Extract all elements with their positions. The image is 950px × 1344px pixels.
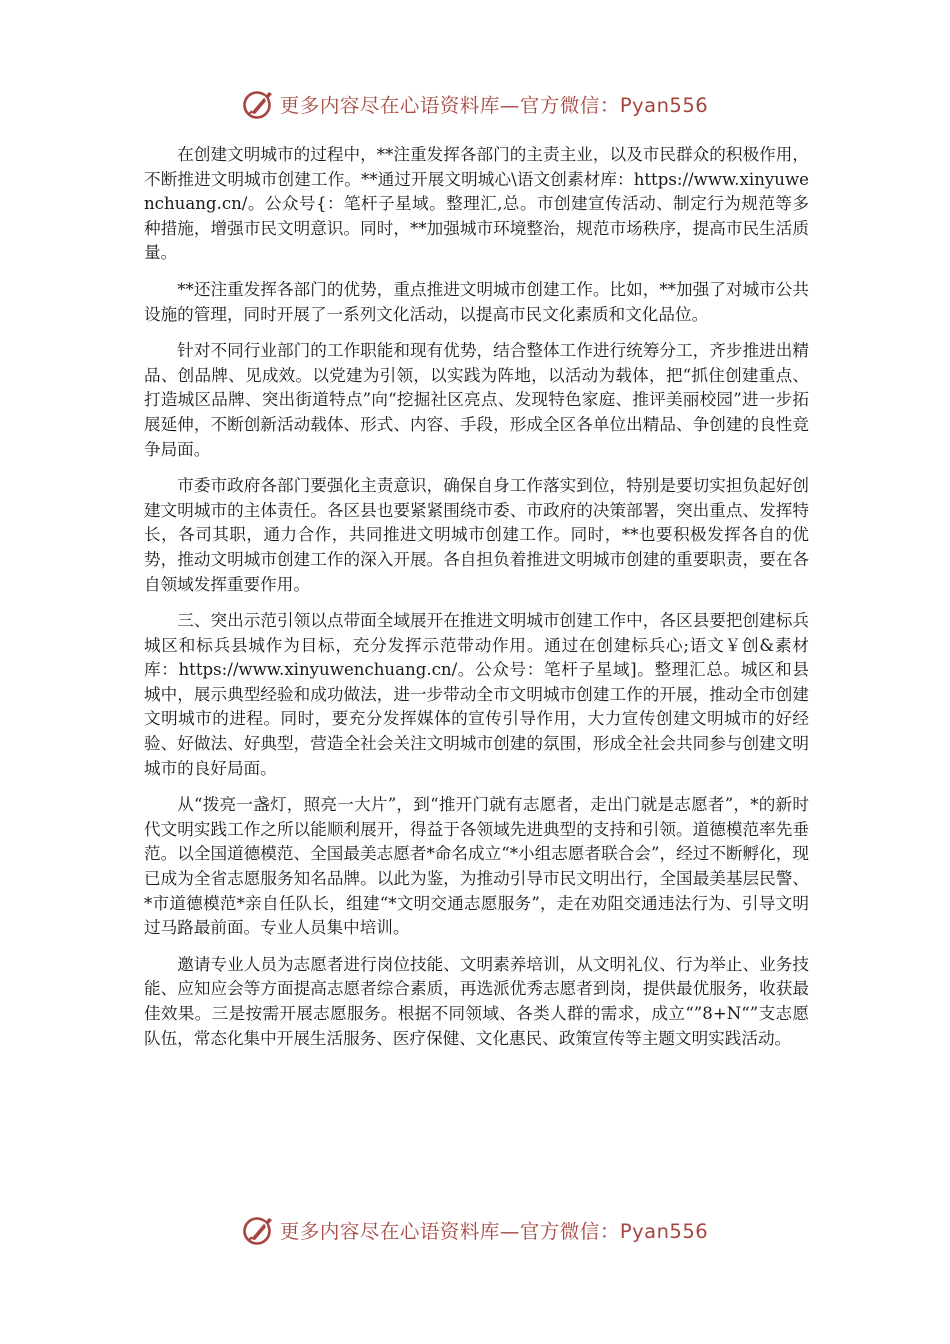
banner-text: 更多内容尽在心语资料库—官方微信：Pyan556 — [279, 94, 709, 117]
footer-banner — [0, 1210, 950, 1250]
paragraph: 从“拨亮一盏灯，照亮一大片”，到“推开门就有志愿者，走出门就是志愿者”，*的新时代文明实践工作之所以能顺利展开，得益于各领域先进典型的支持和引领。道德模范率先垂范。以全国道德模范、全国最美志愿者*命名成立“*小组志愿者联合会”，经过不断孵化，现已成为全省志愿服务知名品牌。以此为鉴，为推动引导市民文明出行，全国最美基层民警、*市道德模范*亲自任队长，组建“*文明交通志愿服务”，走在劝阻交通违法行为、引导文明过马路最前面。专业人员集中培训。 — [144, 795, 809, 938]
paragraph: 市委市政府各部门要强化主责意识，确保自身工作落实到位，特别是要切实担负起好创建文明城市的主体责任。各区县也要紧紧围绕市委、市政府的决策部署，突出重点、发挥特长，各司其职，通力合作，共同推进文明城市创建工作。同时，**也要积极发挥各自的优势，推动文明城市创建工作的深入开展。各自担负着推进文明城市创建的重要职责，要在各自领域发挥重要作用。 — [144, 476, 809, 594]
quill-pen-logo-icon — [242, 87, 276, 121]
paragraph: 邀请专业人员为志愿者进行岗位技能、文明素养培训，从文明礼仪、行为举止、业务技能、应知应会等方面提高志愿者综合素质，再选派优秀志愿者到岗，提供最优服务，收获最佳效果。三是按需开展志愿服务。根据不同领域、各类人群的需求，成立“”8+N“”支志愿队伍，常态化集中开展生活服务、医疗保健、文化惠民、政策宣传等主题文明实践活动。 — [144, 954, 809, 1048]
quill-pen-logo-icon — [242, 1213, 276, 1247]
paragraph: 针对不同行业部门的工作职能和现有优势，结合整体工作进行统筹分工，齐步推进出精品、创品牌、见成效。以党建为引领，以实践为阵地，以活动为载体，把“抓住创建重点、打造城区品牌、突出街道特点”向“挖掘社区亮点、发现特色家庭、推评美丽校园”进一步拓展延伸，不断创新活动载体、形式、内容、手段，形成全区各单位出精品、争创建的良性竞争局面。 — [144, 341, 809, 459]
banner-text: 更多内容尽在心语资料库—官方微信：Pyan556 — [279, 1220, 709, 1243]
paragraph: 在创建文明城市的过程中，**注重发挥各部门的主责主业，以及市民群众的积极作用，不断推进文明城市创建工作。**通过开展文明城心\语文创素材库：https://www.xinyuwenchuang.cn/。公众号{：笔杆子星域。整理汇,总。市创建宣传活动、制定行为规范等多种措施，增强市民文明意识。同时，**加强城市环境整治，规范市场秩序，提高市民生活质量。 — [144, 145, 809, 263]
paragraph: **还注重发挥各部门的优势，重点推进文明城市创建工作。比如，**加强了对城市公共设施的管理，同时开展了一系列文化活动，以提高市民文化素质和文化品位。 — [144, 279, 809, 324]
document-body — [144, 143, 809, 1063]
header-banner — [0, 84, 950, 124]
paragraph: 三、突出示范引领以点带面全域展开在推进文明城市创建工作中，各区县要把创建标兵城区和标兵县城作为目标，充分发挥示范带动作用。通过在创建标兵心;语文￥创&素材库：https://www.xinyuwenchuang.cn/。公众号：笔杆子星域]。整理汇总。城区和县城中，展示典型经验和成功做法，进一步带动全市文明城市创建工作的开展，推动全市创建文明城市的进程。同时，要充分发挥媒体的宣传引导作用，大力宣传创建文明城市的好经验、好做法、好典型，营造全社会关注文明城市创建的氛围，形成全社会共同参与创建文明城市的良好局面。 — [144, 611, 809, 778]
